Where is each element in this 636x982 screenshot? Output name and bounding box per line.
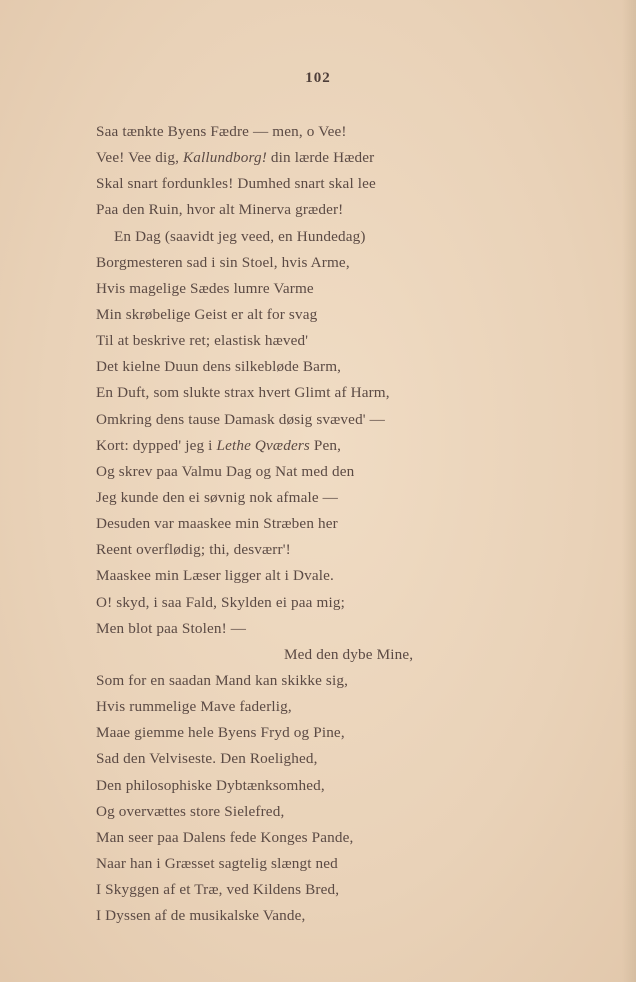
poem-line-25: Sad den Velviseste. Den Roelighed, (96, 750, 318, 768)
poem-line-18: Maaskee min Læser ligger alt i Dvale. (96, 567, 334, 585)
poem-line-12: Omkring dens tause Damask døsig svæved' — (96, 410, 385, 428)
poem-line-5: En Dag (saavidt jeg veed, en Hundedag) (114, 227, 366, 245)
poem-line-2-start: Vee! Vee dig, (96, 149, 184, 167)
poem-line-4: Paa den Ruin, hvor alt Minerva græder! (96, 201, 344, 219)
poem-line-15: Jeg kunde den ei søvnig nok afmale — (96, 488, 339, 506)
poem-line-13-end: Pen, (309, 436, 342, 454)
poem-line-11: En Duft, som slukte strax hvert Glimt af Harm, (96, 384, 390, 402)
poem-line-29: Naar han i Græsset sagtelig slængt ned (96, 854, 338, 872)
poem-line-21: Med den dybe Mine, (284, 645, 414, 663)
poem-line-2 (96, 145, 616, 171)
poem-line-6: Borgmesteren sad i sin Stoel, hvis Arme, (96, 253, 350, 271)
poem-line-2-end: din lærde Hæder (266, 149, 375, 167)
poem-line-26: Den philosophiske Dybtænksomhed, (96, 776, 325, 794)
poem-line-31: I Dyssen af de musikalske Vande, (96, 907, 306, 925)
poem-line-1: Saa tænkte Byens Fædre — men, o Vee! (96, 123, 347, 140)
page-edge-shadow (622, 0, 636, 982)
poem-line-10: Det kielne Duun dens silkebløde Barm, (96, 358, 342, 376)
poem-line-24: Maae giemme hele Byens Fryd og Pine, (96, 724, 345, 742)
poem-line-16: Desuden var maaskee min Stræben her (96, 515, 338, 533)
poem-line-19: O! skyd, i saa Fald, Skylden ei paa mig; (96, 593, 345, 611)
poem-line-14: Og skrev paa Valmu Dag og Nat med den (96, 462, 355, 480)
poem-line-20: Men blot paa Stolen! — (96, 619, 247, 637)
title-lethe-qvaeders: Lethe Qvæders (216, 436, 310, 454)
poem-line-28: Man seer paa Dalens fede Konges Pande, (96, 828, 354, 846)
poem-text (96, 119, 616, 929)
poem-line-13-start: Kort: dypped' jeg i (96, 436, 217, 454)
poem-line-17: Reent overflødig; thi, desværr'! (96, 541, 291, 559)
place-name-kallundborg: Kallundborg! (183, 149, 267, 167)
page-number: 102 (305, 70, 331, 86)
poem-line-3: Skal snart fordunkles! Dumhed snart skal lee (96, 175, 376, 193)
poem-line-8: Min skrøbelige Geist er alt for svag (96, 305, 318, 323)
poem-line-9: Til at beskrive ret; elastisk hæved' (96, 332, 309, 350)
poem-line-13 (96, 433, 616, 459)
poem-line-22: Som for en saadan Mand kan skikke sig, (96, 671, 349, 689)
poem-line-23: Hvis rummelige Mave faderlig, (96, 698, 292, 716)
poem-line-27: Og overvættes store Sielefred, (96, 802, 285, 820)
poem-line-7: Hvis magelige Sædes lumre Varme (96, 279, 314, 297)
poem-line-30: I Skyggen af et Træ, ved Kildens Bred, (96, 881, 340, 899)
